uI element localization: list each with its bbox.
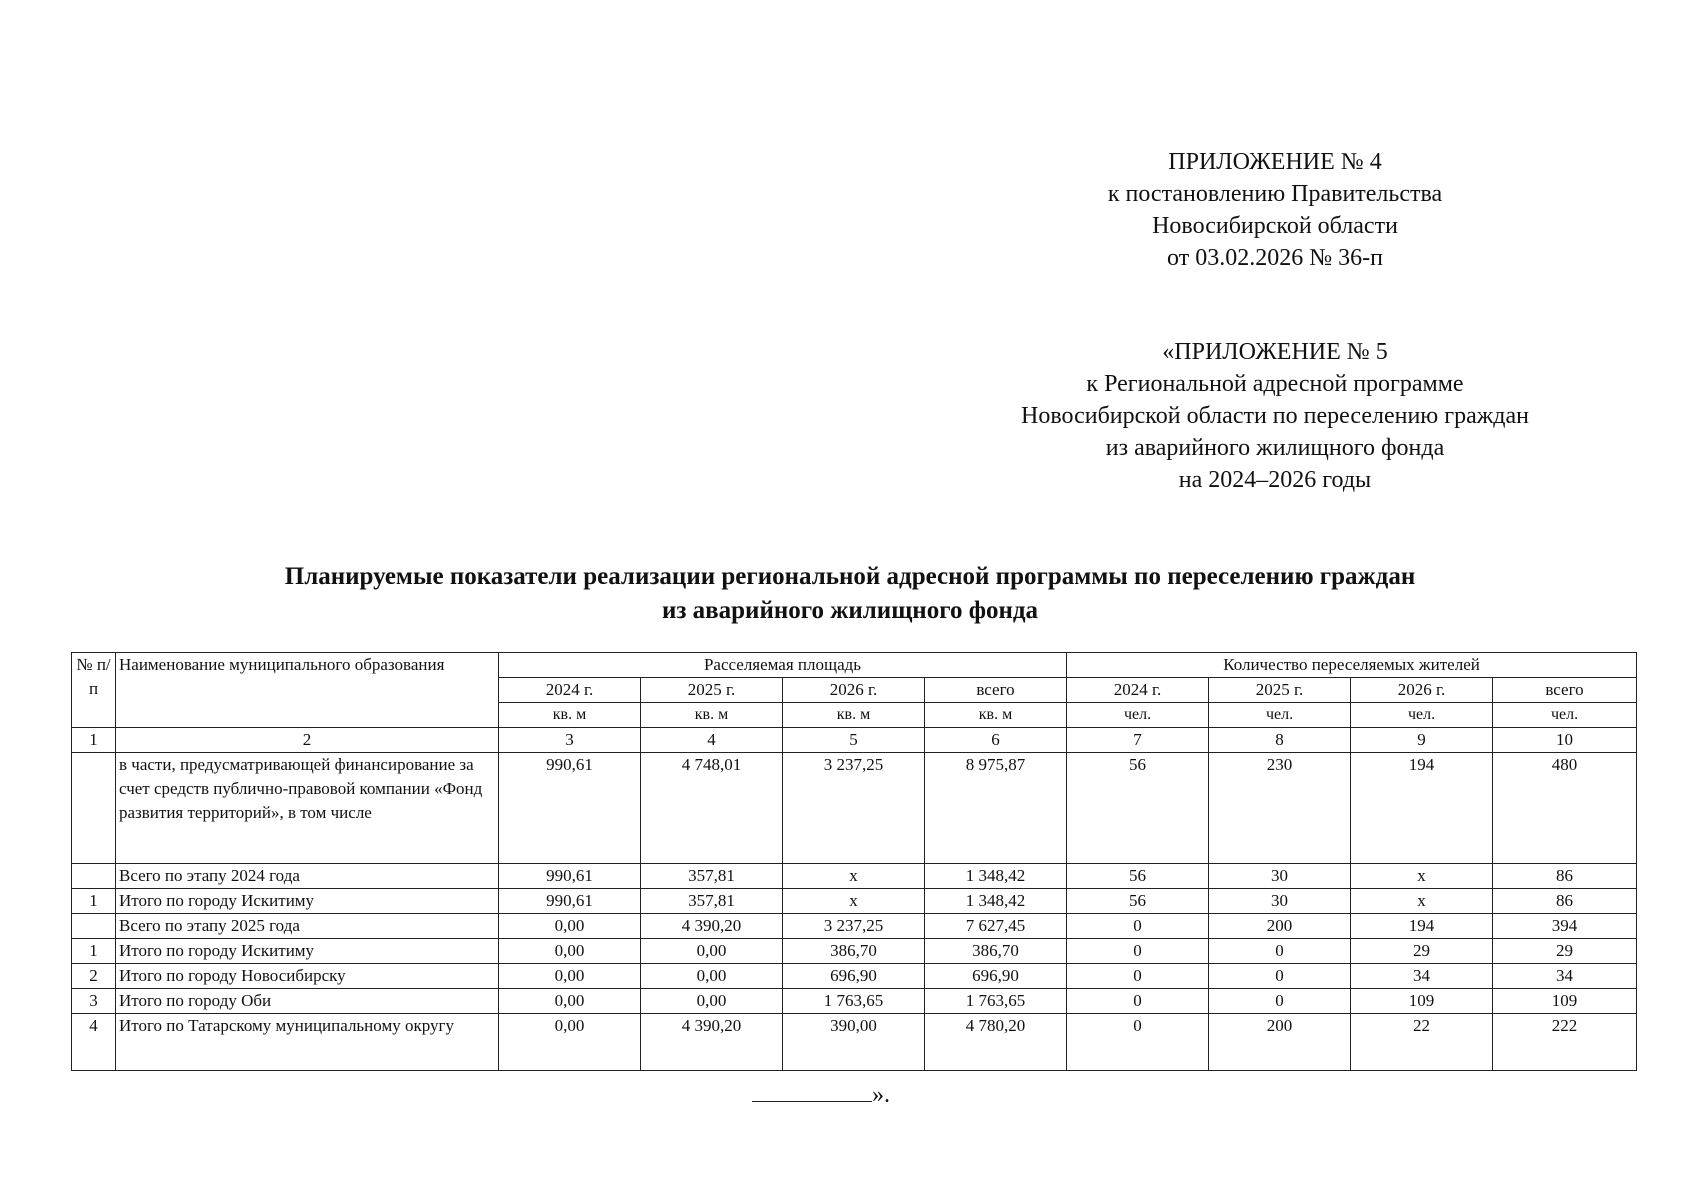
row-name: Всего по этапу 2025 года	[116, 914, 499, 939]
header-year: 2024 г.	[1067, 678, 1209, 703]
indicators-table	[71, 652, 1637, 1071]
row-value: 86	[1493, 889, 1637, 914]
row-num: 2	[72, 964, 116, 989]
column-number: 9	[1351, 728, 1493, 753]
header-year: 2026 г.	[783, 678, 925, 703]
row-value: 56	[1067, 889, 1209, 914]
header-year: 2025 г.	[641, 678, 783, 703]
appendix-4-line: к постановлению Правительства	[1107, 181, 1443, 207]
table-row	[72, 753, 1637, 864]
row-value: 0	[1067, 939, 1209, 964]
row-num	[72, 864, 116, 889]
row-value: 990,61	[499, 753, 641, 864]
header-unit: чел.	[1067, 703, 1209, 728]
row-value: 386,70	[783, 939, 925, 964]
row-num	[72, 914, 116, 939]
header-num: № п/п	[72, 653, 116, 728]
header-unit: кв. м	[641, 703, 783, 728]
row-value: 1 348,42	[925, 889, 1067, 914]
row-name: Всего по этапу 2024 года	[116, 864, 499, 889]
row-name: Итого по городу Искитиму	[116, 939, 499, 964]
appendix-5-line: на 2024–2026 годы	[1178, 467, 1372, 493]
row-value: 1 348,42	[925, 864, 1067, 889]
row-value: 0,00	[499, 914, 641, 939]
row-name: Итого по городу Оби	[116, 989, 499, 1014]
closing-quote: ».	[872, 1082, 890, 1108]
row-value: 29	[1493, 939, 1637, 964]
row-value: 222	[1493, 1014, 1637, 1071]
row-value: 200	[1209, 1014, 1351, 1071]
header-unit: кв. м	[499, 703, 641, 728]
header-row-groups	[72, 653, 1637, 678]
header-row-column-numbers	[72, 728, 1637, 753]
table-row	[72, 964, 1637, 989]
row-value: 56	[1067, 753, 1209, 864]
row-value: 0,00	[499, 939, 641, 964]
row-value: 990,61	[499, 864, 641, 889]
appendix-4-line: ПРИЛОЖЕНИЕ № 4	[1168, 149, 1382, 175]
row-value: 0	[1067, 989, 1209, 1014]
column-number: 8	[1209, 728, 1351, 753]
row-value: 0,00	[499, 964, 641, 989]
appendix-5-line: из аварийного жилищного фонда	[1105, 435, 1445, 461]
appendix-5-header	[975, 336, 1575, 496]
column-number: 1	[72, 728, 116, 753]
row-value: 30	[1209, 889, 1351, 914]
row-value: 86	[1493, 864, 1637, 889]
row-value: 0	[1209, 964, 1351, 989]
header-people-group: Количество переселяемых жителей	[1067, 653, 1637, 678]
header-year: всего	[925, 678, 1067, 703]
row-value: х	[1351, 889, 1493, 914]
row-value: х	[783, 864, 925, 889]
row-value: 0,00	[641, 989, 783, 1014]
table-row	[72, 1014, 1637, 1071]
appendix-5-line: к Региональной адресной программе	[1086, 371, 1464, 397]
column-number: 10	[1493, 728, 1637, 753]
row-value: 0	[1067, 1014, 1209, 1071]
row-value: 22	[1351, 1014, 1493, 1071]
row-value: 357,81	[641, 889, 783, 914]
row-value: 0	[1209, 989, 1351, 1014]
header-name: Наименование муниципального образования	[116, 653, 499, 728]
table-row	[72, 989, 1637, 1014]
row-value: 3 237,25	[783, 753, 925, 864]
column-number: 3	[499, 728, 641, 753]
header-unit: чел.	[1493, 703, 1637, 728]
row-value: 0	[1209, 939, 1351, 964]
appendix-4-line: от 03.02.2026 № 36-п	[1167, 245, 1383, 271]
row-value: 4 748,01	[641, 753, 783, 864]
row-value: 30	[1209, 864, 1351, 889]
row-value: 194	[1351, 914, 1493, 939]
signature-line	[752, 1087, 872, 1102]
table-row	[72, 914, 1637, 939]
row-value: х	[783, 889, 925, 914]
row-num	[72, 753, 116, 864]
row-value: 1 763,65	[783, 989, 925, 1014]
header-year: 2026 г.	[1351, 678, 1493, 703]
row-value: 230	[1209, 753, 1351, 864]
row-value: 480	[1493, 753, 1637, 864]
row-value: 8 975,87	[925, 753, 1067, 864]
closing-mark	[752, 1082, 890, 1109]
column-number: 7	[1067, 728, 1209, 753]
header-unit: кв. м	[783, 703, 925, 728]
row-value: 56	[1067, 864, 1209, 889]
row-value: 0,00	[499, 1014, 641, 1071]
row-value: 696,90	[925, 964, 1067, 989]
header-year: 2024 г.	[499, 678, 641, 703]
row-value: 7 627,45	[925, 914, 1067, 939]
row-value: 0,00	[641, 939, 783, 964]
appendix-4-line: Новосибирской области	[1152, 213, 1398, 239]
row-value: 1 763,65	[925, 989, 1067, 1014]
header-year: всего	[1493, 678, 1637, 703]
row-value: 696,90	[783, 964, 925, 989]
document-title	[100, 560, 1600, 628]
row-value: 0,00	[641, 964, 783, 989]
row-value: 386,70	[925, 939, 1067, 964]
row-value: 990,61	[499, 889, 641, 914]
row-name: в части, предусматривающей финансирование за счет средств публично-правовой компании «Фонд развития территорий», в том числе	[116, 753, 499, 864]
header-unit: чел.	[1209, 703, 1351, 728]
row-value: 29	[1351, 939, 1493, 964]
header-area-group: Расселяемая площадь	[499, 653, 1067, 678]
row-value: 0	[1067, 964, 1209, 989]
row-name: Итого по Татарскому муниципальному округу	[116, 1014, 499, 1071]
row-num: 1	[72, 939, 116, 964]
column-number: 2	[116, 728, 499, 753]
row-value: 109	[1493, 989, 1637, 1014]
row-value: 394	[1493, 914, 1637, 939]
row-value: 34	[1351, 964, 1493, 989]
row-num: 3	[72, 989, 116, 1014]
header-year: 2025 г.	[1209, 678, 1351, 703]
row-name: Итого по городу Искитиму	[116, 889, 499, 914]
row-value: 34	[1493, 964, 1637, 989]
header-unit: кв. м	[925, 703, 1067, 728]
appendix-5-line: «ПРИЛОЖЕНИЕ № 5	[1162, 339, 1388, 365]
table-row	[72, 939, 1637, 964]
row-value: х	[1351, 864, 1493, 889]
table-row	[72, 889, 1637, 914]
row-value: 4 780,20	[925, 1014, 1067, 1071]
row-value: 3 237,25	[783, 914, 925, 939]
row-value: 0,00	[499, 989, 641, 1014]
row-value: 109	[1351, 989, 1493, 1014]
table-row	[72, 864, 1637, 889]
column-number: 4	[641, 728, 783, 753]
row-value: 0	[1067, 914, 1209, 939]
column-number: 5	[783, 728, 925, 753]
header-unit: чел.	[1351, 703, 1493, 728]
row-value: 4 390,20	[641, 914, 783, 939]
row-value: 4 390,20	[641, 1014, 783, 1071]
title-line: из аварийного жилищного фонда	[661, 597, 1039, 624]
appendix-5-line: Новосибирской области по переселению граждан	[1020, 403, 1530, 429]
row-value: 194	[1351, 753, 1493, 864]
row-value: 357,81	[641, 864, 783, 889]
title-line: Планируемые показатели реализации региональной адресной программы по переселению граждан	[284, 563, 1416, 590]
row-value: 390,00	[783, 1014, 925, 1071]
appendix-4-header	[1025, 146, 1525, 274]
row-name: Итого по городу Новосибирску	[116, 964, 499, 989]
column-number: 6	[925, 728, 1067, 753]
row-num: 4	[72, 1014, 116, 1071]
row-value: 200	[1209, 914, 1351, 939]
row-num: 1	[72, 889, 116, 914]
